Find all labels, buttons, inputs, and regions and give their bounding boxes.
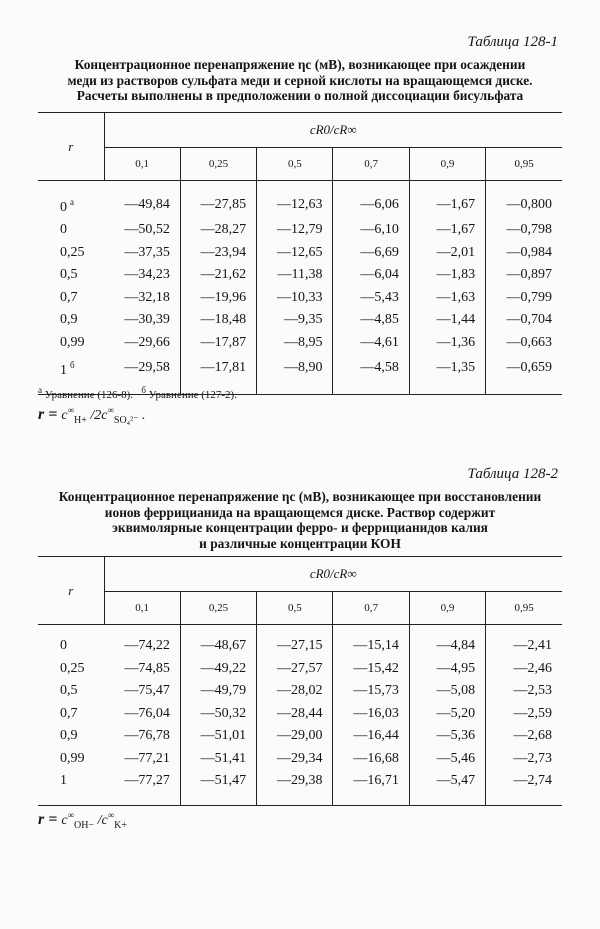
table-cell: —5,47: [409, 770, 485, 793]
table-cell: —6,69: [333, 242, 409, 265]
table-cell: —1,36: [409, 332, 485, 355]
table-cell: —0,659: [486, 354, 562, 382]
row-label: [38, 309, 104, 332]
table-row: [38, 191, 562, 219]
table-row: [38, 770, 562, 793]
formula-lhs: r =: [38, 406, 62, 423]
row-label: [38, 219, 104, 242]
table-row: [38, 680, 562, 703]
table-cell: —32,18: [124, 289, 170, 305]
table-cell: —21,62: [180, 264, 256, 287]
table-cell: —1,63: [409, 287, 485, 310]
table1-caption-line: Концентрационное перенапряжение ηс (мВ), возникающее при осаждении: [74, 57, 526, 72]
table-cell: —0,984: [486, 242, 562, 265]
table1-col-header: 0,95: [486, 148, 562, 181]
row-label: [38, 770, 104, 793]
table-cell: —15,73: [333, 680, 409, 703]
table-cell: —4,84: [409, 635, 485, 658]
table-cell: —5,36: [409, 725, 485, 748]
table2-label: Таблица 128-2: [467, 466, 558, 482]
table2-col-header: 0,5: [257, 592, 333, 625]
table-cell: —34,23: [124, 267, 170, 283]
table-cell: —5,20: [409, 703, 485, 726]
table-cell: —50,52: [124, 222, 170, 238]
footnote-a-mark: а: [38, 385, 42, 395]
footnote-b-mark: б: [141, 385, 146, 395]
table1-caption-line: меди из растворов сульфата меди и серной кислоты на вращающемся диске.: [67, 72, 533, 88]
table-cell: —49,84: [124, 197, 170, 212]
table-cell: —30,39: [124, 312, 170, 328]
formula-sub: OH−: [73, 820, 95, 831]
table-row: [38, 242, 562, 265]
table2-group-header: cR0/cR∞: [104, 557, 562, 592]
table2-caption-line: эквимолярные концентрации ферро- и феррицианидов калия: [112, 520, 488, 535]
table-cell: —0,800: [486, 191, 562, 219]
table-cell: —50,32: [180, 703, 256, 726]
table-cell: —51,47: [180, 770, 256, 793]
formula-sup: ∞: [67, 405, 74, 415]
table1-col-header: 0,9: [409, 148, 485, 181]
table2-caption: [30, 489, 570, 551]
table-cell: —76,78: [124, 728, 170, 744]
table-cell: —0,798: [486, 219, 562, 242]
row-label-text: 0,7: [60, 705, 78, 721]
table-row: [38, 287, 562, 310]
formula-sub: SO₄²⁻: [113, 415, 139, 426]
table-cell: —28,27: [180, 219, 256, 242]
table-row: [38, 264, 562, 287]
table-cell: —8,95: [257, 332, 333, 355]
table-cell: —77,27: [124, 773, 170, 789]
table-cell: —2,46: [486, 658, 562, 681]
row-label-text: 0,99: [60, 750, 85, 766]
table-cell: —2,59: [486, 703, 562, 726]
formula-sub: H+: [73, 415, 87, 426]
formula-sup: ∞: [107, 810, 115, 820]
table-cell: —29,58: [124, 360, 170, 375]
table2-col-header: 0,9: [409, 592, 485, 625]
table1-col-header: 0,5: [257, 148, 333, 181]
table-cell: —27,15: [257, 635, 333, 658]
row-label: [38, 680, 104, 703]
row-label-text: 0,9: [60, 312, 78, 328]
table-cell: —1,67: [409, 219, 485, 242]
table-cell: —27,57: [257, 658, 333, 681]
footnote-mark: а: [70, 197, 74, 207]
row-label-text: 0: [60, 200, 67, 215]
table-cell: —15,42: [333, 658, 409, 681]
table2-col-header: 0,25: [180, 592, 256, 625]
table-cell: —9,35: [257, 309, 333, 332]
table-cell: —48,67: [180, 635, 256, 658]
table2-col-header: 0,1: [104, 592, 180, 625]
row-label: [38, 332, 104, 355]
formula-c: c: [101, 408, 108, 423]
table-cell: —16,68: [333, 748, 409, 771]
table-cell: —51,01: [180, 725, 256, 748]
table2-col-header: 0,7: [333, 592, 409, 625]
table-row: [38, 703, 562, 726]
table2-formula: [38, 810, 127, 831]
table-cell: —15,14: [333, 635, 409, 658]
row-label: [38, 703, 104, 726]
table-cell: —11,38: [257, 264, 333, 287]
table-cell: —16,03: [333, 703, 409, 726]
footnote-mark: б: [70, 360, 75, 370]
table-cell: —16,44: [333, 725, 409, 748]
table-cell: —77,21: [124, 750, 170, 766]
row-label: [38, 725, 104, 748]
row-label: [38, 354, 104, 382]
table-cell: —17,87: [180, 332, 256, 355]
row-label: [38, 191, 104, 219]
table1-col-header: 0,7: [333, 148, 409, 181]
formula-end: .: [138, 408, 146, 423]
row-label: [38, 287, 104, 310]
table-cell: —17,81: [180, 354, 256, 382]
row-label-text: 1: [60, 363, 67, 378]
row-label-text: 0,5: [60, 683, 78, 699]
row-label: [38, 242, 104, 265]
table-cell: —0,663: [486, 332, 562, 355]
formula-sep: /2: [86, 408, 102, 423]
table-cell: —4,95: [409, 658, 485, 681]
footnote-a-text: Уравнение (126-8).: [44, 389, 134, 401]
table-cell: —51,41: [180, 748, 256, 771]
formula-c: c: [61, 813, 68, 828]
table2-caption-line: ионов феррицианида на вращающемся диске. Раствор содержит: [104, 504, 496, 520]
table-cell: —76,04: [124, 705, 170, 721]
formula-sub: K+: [114, 820, 127, 831]
row-label-text: 0: [60, 222, 67, 238]
table1-col-header: 0,25: [180, 148, 256, 181]
table1-row-header: r: [38, 113, 104, 181]
table1-caption-line: Расчеты выполнены в предположении о полной диссоциации бисульфата: [76, 88, 524, 103]
table-cell: —27,85: [180, 191, 256, 219]
table-cell: —4,61: [333, 332, 409, 355]
table-cell: —2,53: [486, 680, 562, 703]
table-cell: —6,06: [333, 191, 409, 219]
formula-sep: /: [94, 813, 102, 828]
table-cell: —19,96: [180, 287, 256, 310]
row-label-text: 1: [60, 773, 67, 789]
formula-sup: ∞: [67, 810, 74, 820]
formula-sup: ∞: [107, 405, 114, 415]
formula-c: c: [61, 408, 68, 423]
table1: [38, 112, 562, 395]
row-label-text: 0,5: [60, 267, 78, 283]
table-cell: —29,66: [124, 334, 170, 350]
table-cell: —2,41: [486, 635, 562, 658]
table-cell: —29,38: [257, 770, 333, 793]
row-label-text: 0,25: [60, 244, 85, 260]
table2-caption-line: и различные концентрации КОН: [199, 535, 401, 551]
table-cell: —16,71: [333, 770, 409, 793]
table-cell: —49,22: [180, 658, 256, 681]
table2-col-header: 0,95: [486, 592, 562, 625]
table-row: [38, 354, 562, 382]
row-label-text: 0,25: [60, 660, 85, 676]
table-row: [38, 725, 562, 748]
table1-footnotes: [38, 383, 237, 402]
table-row: [38, 635, 562, 658]
table1-formula: [38, 405, 145, 426]
row-label: [38, 658, 104, 681]
table-row: [38, 219, 562, 242]
formula-lhs: r =: [38, 811, 62, 828]
table-cell: —2,68: [486, 725, 562, 748]
table-row: [38, 658, 562, 681]
table-cell: —49,79: [180, 680, 256, 703]
table-cell: —74,22: [124, 638, 170, 654]
table-cell: —0,897: [486, 264, 562, 287]
table2-caption-line: Концентрационное перенапряжение ηс (мВ), возникающее при восстановлении: [58, 489, 542, 504]
table1-group-header: cR0/cR∞: [104, 113, 562, 148]
table-cell: —12,63: [257, 191, 333, 219]
table-cell: —74,85: [124, 660, 170, 676]
table-cell: —4,85: [333, 309, 409, 332]
table-cell: —1,83: [409, 264, 485, 287]
row-label-text: 0,99: [60, 334, 85, 350]
table-cell: —12,65: [257, 242, 333, 265]
table-cell: —23,94: [180, 242, 256, 265]
table-row: [38, 748, 562, 771]
table-cell: —28,02: [257, 680, 333, 703]
table-cell: —29,00: [257, 725, 333, 748]
row-label-text: 0,9: [60, 728, 78, 744]
table2-row-header: r: [38, 557, 104, 625]
table-cell: —6,04: [333, 264, 409, 287]
table1-label: Таблица 128-1: [467, 34, 558, 50]
table-cell: —12,79: [257, 219, 333, 242]
table1-caption: [30, 57, 570, 104]
formula-c: c: [101, 813, 108, 828]
table-cell: —2,74: [486, 770, 562, 793]
table-cell: —4,58: [333, 354, 409, 382]
table-cell: —6,10: [333, 219, 409, 242]
row-label: [38, 748, 104, 771]
table-cell: —0,799: [486, 287, 562, 310]
table-row: [38, 309, 562, 332]
footnote-b-text: Уравнение (127-2).: [148, 389, 237, 401]
row-label: [38, 264, 104, 287]
table-cell: —1,35: [409, 354, 485, 382]
table-cell: —0,704: [486, 309, 562, 332]
table-cell: —2,01: [409, 242, 485, 265]
table-cell: —5,08: [409, 680, 485, 703]
table-cell: —28,44: [257, 703, 333, 726]
table-row: [38, 332, 562, 355]
table-cell: —1,44: [409, 309, 485, 332]
table1-col-header: 0,1: [104, 148, 180, 181]
row-label-text: 0,7: [60, 289, 78, 305]
table-cell: —18,48: [180, 309, 256, 332]
table2: [38, 556, 562, 806]
row-label-text: 0: [60, 638, 67, 654]
table-cell: —8,90: [257, 354, 333, 382]
table-cell: —10,33: [257, 287, 333, 310]
table-cell: —5,46: [409, 748, 485, 771]
table-cell: —2,73: [486, 748, 562, 771]
table-cell: —5,43: [333, 287, 409, 310]
table-cell: —75,47: [124, 683, 170, 699]
table-cell: —37,35: [124, 244, 170, 260]
table-cell: —1,67: [409, 191, 485, 219]
table-cell: —29,34: [257, 748, 333, 771]
row-label: [38, 635, 104, 658]
